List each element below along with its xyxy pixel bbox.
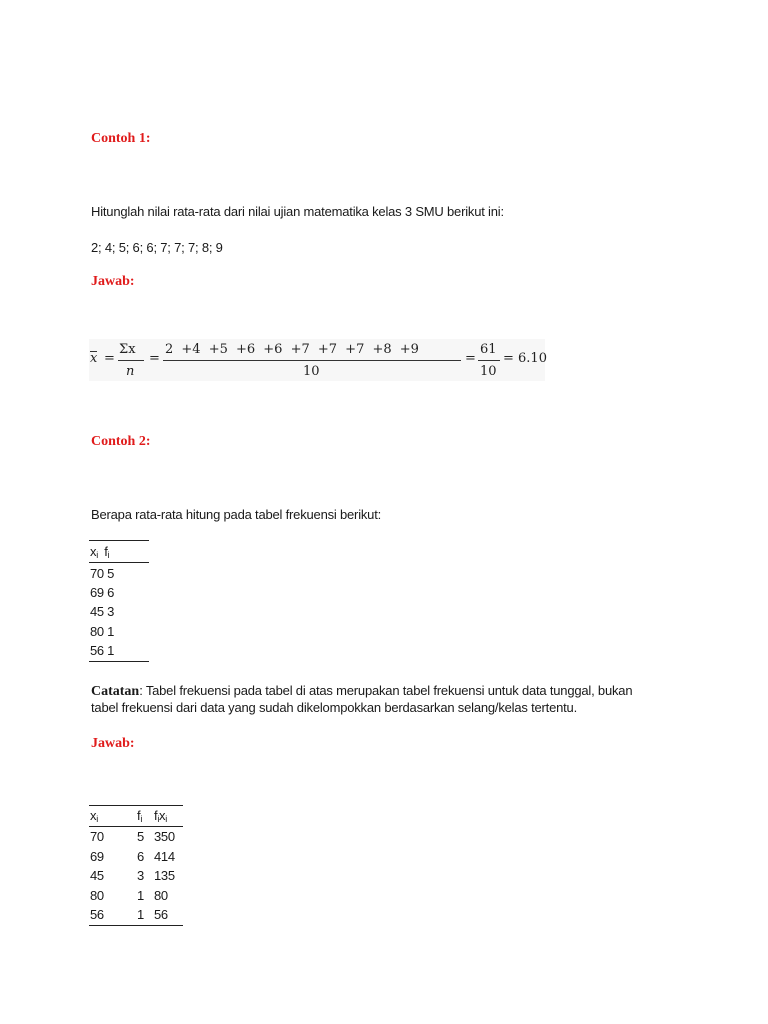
- table2-header-x-sub: i: [96, 814, 98, 824]
- table2-cell-x: 70: [90, 829, 104, 844]
- table2-header-fx-sub2: i: [165, 814, 167, 824]
- table2-header-fx: [154, 808, 167, 824]
- table1-header-rule: [89, 562, 149, 563]
- table2-cell-x: 45: [90, 868, 104, 883]
- table2-cell-f: 6: [137, 849, 144, 864]
- example1-question: Hitunglah nilai rata-rata dari nilai ujian matematika kelas 3 SMU berikut ini:: [91, 204, 504, 219]
- table-row: 70 5: [90, 566, 115, 581]
- note-line1-text: : Tabel frekuensi pada tabel di atas merupakan tabel frekuensi untuk data tunggal, bukan: [139, 683, 633, 698]
- formula-eq1: =: [104, 351, 115, 366]
- table-row: 45 3: [90, 604, 115, 619]
- table2-cell-fx: 350: [154, 829, 175, 844]
- table2-header-fx-f: f: [154, 808, 158, 823]
- formula-frac-numerator: 61: [480, 342, 497, 357]
- formula-sum-fraction-bar: [118, 360, 144, 361]
- table1-header-x-sub: i: [96, 550, 98, 560]
- table1-header-f-sub: i: [107, 550, 110, 560]
- formula-xbar: x: [90, 351, 98, 366]
- table2-header-x-letter: x: [90, 808, 97, 823]
- table2-cell-f: 1: [137, 888, 144, 903]
- table-row: 80 1: [90, 624, 115, 639]
- example2-answer-heading: Jawab:: [91, 736, 135, 751]
- formula-frac-bar: [478, 360, 500, 361]
- note-label: Catatan: [91, 684, 140, 699]
- table2-cell-fx: 135: [154, 868, 175, 883]
- table2-top-rule: [89, 805, 183, 806]
- table2-bottom-rule: [89, 925, 183, 926]
- note-line2: tabel frekuensi dari data yang sudah dikelompokkan berdasarkan selang/kelas tertentu.: [91, 700, 577, 715]
- table1-top-rule: [89, 540, 149, 541]
- example1-answer-heading: Jawab:: [91, 274, 135, 289]
- table2-cell-f: 5: [137, 829, 144, 844]
- mean-formula: [89, 339, 545, 381]
- formula-long-denominator: 10: [303, 364, 320, 379]
- formula-sum-numerator: Σx: [119, 342, 136, 357]
- formula-frac-denominator: 10: [480, 364, 497, 379]
- table2-cell-fx: 56: [154, 907, 168, 922]
- table2-cell-f: 1: [137, 907, 144, 922]
- table2-cell-fx: 414: [154, 849, 175, 864]
- table2-cell-x: 80: [90, 888, 104, 903]
- table2-header-rule: [89, 826, 183, 827]
- table-row: 56 1: [90, 643, 115, 658]
- table-row: 69 6: [90, 585, 115, 600]
- table2-header-f: [137, 808, 142, 824]
- table1-header-x: x: [90, 544, 97, 559]
- example1-heading: Contoh 1:: [91, 131, 151, 146]
- formula-long-numerator: 2 +4 +5 +6 +6 +7 +7 +7 +8 +9: [165, 342, 419, 357]
- formula-long-fraction-bar: [163, 360, 461, 361]
- table2-cell-f: 3: [137, 868, 144, 883]
- table2-header-f-letter: f: [137, 808, 141, 823]
- formula-result: = 6.10: [503, 351, 547, 366]
- table2-cell-x: 69: [90, 849, 104, 864]
- table1-header-f: f: [104, 544, 108, 559]
- example2-heading: Contoh 2:: [91, 434, 151, 449]
- table1-header: [90, 544, 109, 560]
- table2-header-fx-x: x: [159, 808, 166, 823]
- formula-sum-denominator: n: [126, 364, 135, 379]
- table1-bottom-rule: [89, 661, 149, 662]
- table2-header-f-sub: i: [140, 814, 143, 824]
- formula-eq2: =: [149, 351, 160, 366]
- example2-question: Berapa rata-rata hitung pada tabel frekuensi berikut:: [91, 507, 382, 522]
- formula-eq3: =: [465, 351, 476, 366]
- table2-header-fx-sub1: i: [157, 814, 160, 824]
- table2-cell-x: 56: [90, 907, 104, 922]
- table2-cell-fx: 80: [154, 888, 168, 903]
- example1-data-values: 2; 4; 5; 6; 6; 7; 7; 7; 8; 9: [91, 240, 223, 255]
- table2-header-x: [90, 808, 98, 824]
